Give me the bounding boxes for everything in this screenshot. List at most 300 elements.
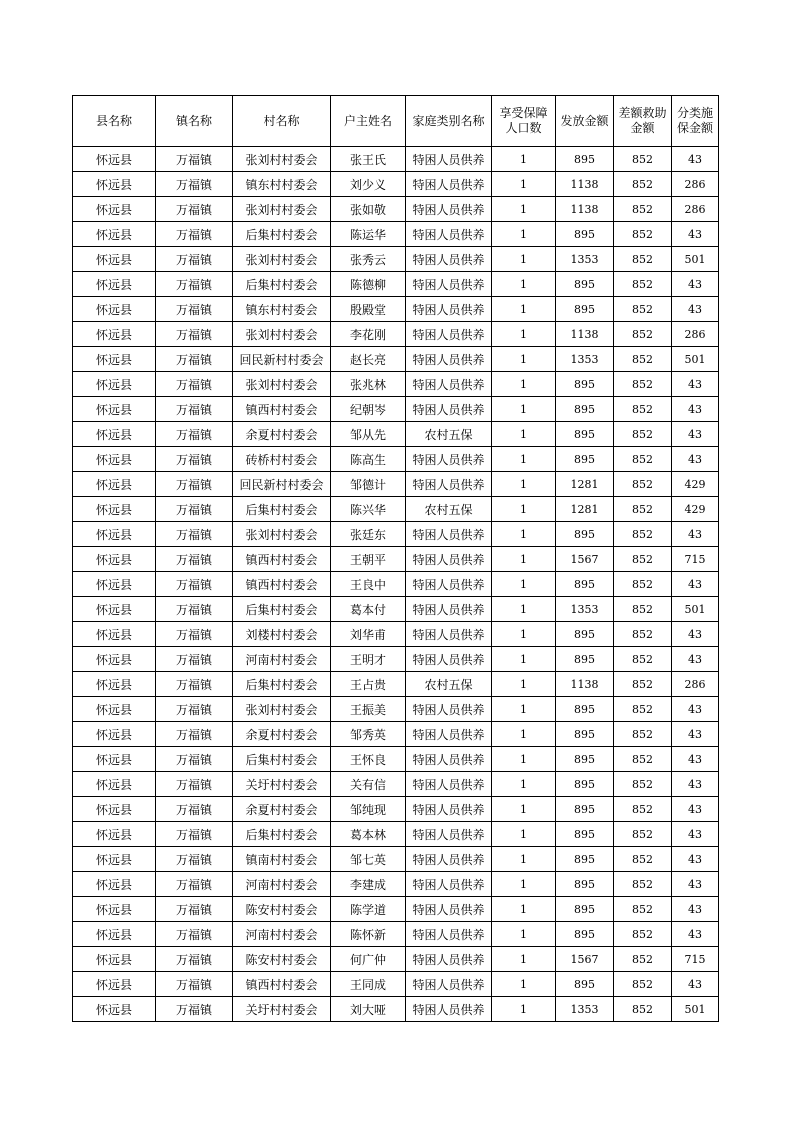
cell-householder: 王朝平 <box>331 547 406 572</box>
cell-county: 怀远县 <box>73 872 156 897</box>
cell-covered-persons: 1 <box>492 772 556 797</box>
cell-town: 万福镇 <box>156 397 233 422</box>
cell-county: 怀远县 <box>73 547 156 572</box>
cell-householder: 刘华甫 <box>331 622 406 647</box>
cell-category-amount: 43 <box>672 297 719 322</box>
cell-category-amount: 43 <box>672 972 719 997</box>
table-row <box>73 522 719 547</box>
header-householder: 户主姓名 <box>331 96 406 147</box>
cell-category-amount: 43 <box>672 872 719 897</box>
cell-category-amount: 43 <box>672 272 719 297</box>
cell-paid-amount: 895 <box>556 572 614 597</box>
cell-county: 怀远县 <box>73 397 156 422</box>
cell-family-category: 特困人员供养 <box>406 347 492 372</box>
cell-difference-amount: 852 <box>614 647 672 672</box>
cell-family-category: 特困人员供养 <box>406 572 492 597</box>
cell-county: 怀远县 <box>73 997 156 1022</box>
cell-family-category: 特困人员供养 <box>406 397 492 422</box>
cell-covered-persons: 1 <box>492 797 556 822</box>
cell-difference-amount: 852 <box>614 847 672 872</box>
cell-county: 怀远县 <box>73 372 156 397</box>
table-row <box>73 247 719 272</box>
cell-county: 怀远县 <box>73 222 156 247</box>
cell-difference-amount: 852 <box>614 397 672 422</box>
table-row <box>73 297 719 322</box>
cell-householder: 邹纯现 <box>331 797 406 822</box>
cell-family-category: 特困人员供养 <box>406 147 492 172</box>
cell-county: 怀远县 <box>73 522 156 547</box>
cell-village: 后集村村委会 <box>233 272 331 297</box>
cell-family-category: 特困人员供养 <box>406 297 492 322</box>
header-paid-amount: 发放金额 <box>556 96 614 147</box>
cell-householder: 陈德柳 <box>331 272 406 297</box>
cell-village: 后集村村委会 <box>233 747 331 772</box>
cell-householder: 王振美 <box>331 697 406 722</box>
cell-paid-amount: 895 <box>556 422 614 447</box>
cell-family-category: 特困人员供养 <box>406 822 492 847</box>
cell-covered-persons: 1 <box>492 597 556 622</box>
cell-category-amount: 286 <box>672 197 719 222</box>
table-row <box>73 572 719 597</box>
cell-covered-persons: 1 <box>492 447 556 472</box>
cell-village: 镇南村村委会 <box>233 847 331 872</box>
cell-family-category: 特困人员供养 <box>406 697 492 722</box>
cell-covered-persons: 1 <box>492 947 556 972</box>
cell-town: 万福镇 <box>156 547 233 572</box>
cell-householder: 葛本付 <box>331 597 406 622</box>
cell-paid-amount: 895 <box>556 847 614 872</box>
cell-householder: 刘少义 <box>331 172 406 197</box>
cell-householder: 李花刚 <box>331 322 406 347</box>
cell-householder: 张廷东 <box>331 522 406 547</box>
cell-family-category: 特困人员供养 <box>406 547 492 572</box>
cell-paid-amount: 895 <box>556 222 614 247</box>
cell-difference-amount: 852 <box>614 897 672 922</box>
cell-paid-amount: 895 <box>556 397 614 422</box>
cell-county: 怀远县 <box>73 972 156 997</box>
cell-family-category: 特困人员供养 <box>406 447 492 472</box>
cell-village: 余夏村村委会 <box>233 722 331 747</box>
cell-category-amount: 43 <box>672 722 719 747</box>
cell-covered-persons: 1 <box>492 972 556 997</box>
table-row <box>73 997 719 1022</box>
cell-town: 万福镇 <box>156 997 233 1022</box>
cell-family-category: 特困人员供养 <box>406 172 492 197</box>
cell-town: 万福镇 <box>156 922 233 947</box>
table-row <box>73 847 719 872</box>
cell-householder: 张秀云 <box>331 247 406 272</box>
cell-town: 万福镇 <box>156 697 233 722</box>
cell-family-category: 农村五保 <box>406 672 492 697</box>
header-county: 县名称 <box>73 96 156 147</box>
header-village: 村名称 <box>233 96 331 147</box>
cell-paid-amount: 895 <box>556 297 614 322</box>
cell-family-category: 特困人员供养 <box>406 272 492 297</box>
cell-householder: 张如敬 <box>331 197 406 222</box>
cell-paid-amount: 895 <box>556 272 614 297</box>
cell-householder: 何广仲 <box>331 947 406 972</box>
cell-category-amount: 43 <box>672 847 719 872</box>
cell-covered-persons: 1 <box>492 622 556 647</box>
cell-householder: 陈怀新 <box>331 922 406 947</box>
table-row <box>73 422 719 447</box>
cell-family-category: 特困人员供养 <box>406 322 492 347</box>
cell-county: 怀远县 <box>73 572 156 597</box>
cell-householder: 邹德计 <box>331 472 406 497</box>
cell-county: 怀远县 <box>73 622 156 647</box>
cell-town: 万福镇 <box>156 147 233 172</box>
cell-paid-amount: 1138 <box>556 322 614 347</box>
cell-covered-persons: 1 <box>492 472 556 497</box>
cell-difference-amount: 852 <box>614 572 672 597</box>
cell-family-category: 特困人员供养 <box>406 597 492 622</box>
table-row <box>73 797 719 822</box>
cell-householder: 陈兴华 <box>331 497 406 522</box>
cell-village: 镇西村村委会 <box>233 972 331 997</box>
header-difference-amount: 差额救助 金额 <box>614 96 672 147</box>
cell-town: 万福镇 <box>156 372 233 397</box>
cell-town: 万福镇 <box>156 972 233 997</box>
cell-category-amount: 715 <box>672 547 719 572</box>
cell-category-amount: 43 <box>672 422 719 447</box>
cell-difference-amount: 852 <box>614 372 672 397</box>
cell-category-amount: 286 <box>672 672 719 697</box>
cell-covered-persons: 1 <box>492 847 556 872</box>
cell-paid-amount: 895 <box>556 747 614 772</box>
cell-paid-amount: 895 <box>556 822 614 847</box>
cell-town: 万福镇 <box>156 947 233 972</box>
cell-village: 镇西村村委会 <box>233 397 331 422</box>
cell-category-amount: 501 <box>672 247 719 272</box>
cell-town: 万福镇 <box>156 672 233 697</box>
cell-paid-amount: 1281 <box>556 497 614 522</box>
cell-covered-persons: 1 <box>492 322 556 347</box>
cell-family-category: 特困人员供养 <box>406 747 492 772</box>
cell-category-amount: 286 <box>672 322 719 347</box>
cell-householder: 王占贵 <box>331 672 406 697</box>
cell-county: 怀远县 <box>73 347 156 372</box>
cell-paid-amount: 1567 <box>556 947 614 972</box>
header-family-category: 家庭类别名称 <box>406 96 492 147</box>
cell-family-category: 特困人员供养 <box>406 947 492 972</box>
cell-village: 张刘村村委会 <box>233 147 331 172</box>
cell-paid-amount: 895 <box>556 897 614 922</box>
cell-difference-amount: 852 <box>614 497 672 522</box>
cell-county: 怀远县 <box>73 472 156 497</box>
cell-covered-persons: 1 <box>492 297 556 322</box>
cell-difference-amount: 852 <box>614 172 672 197</box>
cell-difference-amount: 852 <box>614 997 672 1022</box>
cell-difference-amount: 852 <box>614 697 672 722</box>
cell-family-category: 特困人员供养 <box>406 472 492 497</box>
table-row <box>73 447 719 472</box>
cell-town: 万福镇 <box>156 447 233 472</box>
cell-village: 镇东村村委会 <box>233 172 331 197</box>
table-row <box>73 397 719 422</box>
table-row <box>73 772 719 797</box>
cell-county: 怀远县 <box>73 322 156 347</box>
cell-covered-persons: 1 <box>492 922 556 947</box>
cell-county: 怀远县 <box>73 947 156 972</box>
cell-householder: 陈高生 <box>331 447 406 472</box>
cell-county: 怀远县 <box>73 847 156 872</box>
cell-householder: 邹从先 <box>331 422 406 447</box>
cell-category-amount: 286 <box>672 172 719 197</box>
cell-householder: 张兆林 <box>331 372 406 397</box>
header-category-amount: 分类施 保金额 <box>672 96 719 147</box>
table-row <box>73 597 719 622</box>
cell-category-amount: 43 <box>672 797 719 822</box>
cell-family-category: 特困人员供养 <box>406 372 492 397</box>
cell-difference-amount: 852 <box>614 722 672 747</box>
cell-covered-persons: 1 <box>492 172 556 197</box>
cell-paid-amount: 895 <box>556 972 614 997</box>
cell-paid-amount: 895 <box>556 922 614 947</box>
cell-householder: 王同成 <box>331 972 406 997</box>
cell-village: 砖桥村村委会 <box>233 447 331 472</box>
cell-town: 万福镇 <box>156 797 233 822</box>
cell-difference-amount: 852 <box>614 472 672 497</box>
cell-county: 怀远县 <box>73 247 156 272</box>
cell-village: 镇西村村委会 <box>233 547 331 572</box>
cell-town: 万福镇 <box>156 772 233 797</box>
cell-family-category: 特困人员供养 <box>406 722 492 747</box>
cell-village: 张刘村村委会 <box>233 372 331 397</box>
cell-covered-persons: 1 <box>492 272 556 297</box>
cell-paid-amount: 895 <box>556 722 614 747</box>
table-row <box>73 897 719 922</box>
header-row <box>73 96 719 147</box>
cell-county: 怀远县 <box>73 597 156 622</box>
cell-covered-persons: 1 <box>492 497 556 522</box>
table-row <box>73 747 719 772</box>
cell-village: 后集村村委会 <box>233 497 331 522</box>
cell-family-category: 特困人员供养 <box>406 922 492 947</box>
cell-village: 回民新村村委会 <box>233 472 331 497</box>
cell-county: 怀远县 <box>73 172 156 197</box>
cell-category-amount: 43 <box>672 522 719 547</box>
cell-county: 怀远县 <box>73 422 156 447</box>
cell-covered-persons: 1 <box>492 347 556 372</box>
cell-town: 万福镇 <box>156 497 233 522</box>
cell-covered-persons: 1 <box>492 522 556 547</box>
cell-category-amount: 43 <box>672 897 719 922</box>
cell-paid-amount: 895 <box>556 697 614 722</box>
cell-county: 怀远县 <box>73 772 156 797</box>
cell-paid-amount: 1138 <box>556 672 614 697</box>
cell-village: 回民新村村委会 <box>233 347 331 372</box>
cell-category-amount: 429 <box>672 472 719 497</box>
cell-householder: 纪朝岑 <box>331 397 406 422</box>
cell-householder: 陈运华 <box>331 222 406 247</box>
cell-village: 陈安村村委会 <box>233 897 331 922</box>
cell-family-category: 农村五保 <box>406 497 492 522</box>
cell-difference-amount: 852 <box>614 197 672 222</box>
cell-householder: 王良中 <box>331 572 406 597</box>
cell-difference-amount: 852 <box>614 522 672 547</box>
table-row <box>73 972 719 997</box>
cell-paid-amount: 895 <box>556 772 614 797</box>
cell-paid-amount: 1138 <box>556 172 614 197</box>
cell-difference-amount: 852 <box>614 247 672 272</box>
cell-paid-amount: 895 <box>556 147 614 172</box>
cell-difference-amount: 852 <box>614 747 672 772</box>
cell-category-amount: 43 <box>672 622 719 647</box>
table-row <box>73 197 719 222</box>
cell-village: 关圩村村委会 <box>233 772 331 797</box>
cell-paid-amount: 1353 <box>556 597 614 622</box>
cell-county: 怀远县 <box>73 447 156 472</box>
cell-county: 怀远县 <box>73 797 156 822</box>
table-row <box>73 647 719 672</box>
cell-covered-persons: 1 <box>492 247 556 272</box>
cell-county: 怀远县 <box>73 697 156 722</box>
cell-householder: 邹七英 <box>331 847 406 872</box>
table-row <box>73 372 719 397</box>
cell-family-category: 特困人员供养 <box>406 847 492 872</box>
cell-town: 万福镇 <box>156 322 233 347</box>
cell-covered-persons: 1 <box>492 197 556 222</box>
cell-difference-amount: 852 <box>614 947 672 972</box>
cell-paid-amount: 1567 <box>556 547 614 572</box>
cell-town: 万福镇 <box>156 872 233 897</box>
cell-category-amount: 429 <box>672 497 719 522</box>
cell-village: 余夏村村委会 <box>233 797 331 822</box>
cell-village: 关圩村村委会 <box>233 997 331 1022</box>
cell-covered-persons: 1 <box>492 822 556 847</box>
cell-difference-amount: 852 <box>614 447 672 472</box>
cell-covered-persons: 1 <box>492 422 556 447</box>
cell-paid-amount: 1353 <box>556 347 614 372</box>
cell-householder: 葛本林 <box>331 822 406 847</box>
table-row <box>73 672 719 697</box>
table-row <box>73 547 719 572</box>
table-row <box>73 322 719 347</box>
cell-covered-persons: 1 <box>492 997 556 1022</box>
cell-category-amount: 43 <box>672 397 719 422</box>
cell-family-category: 特困人员供养 <box>406 247 492 272</box>
cell-family-category: 农村五保 <box>406 422 492 447</box>
cell-town: 万福镇 <box>156 472 233 497</box>
cell-village: 张刘村村委会 <box>233 197 331 222</box>
cell-covered-persons: 1 <box>492 547 556 572</box>
cell-householder: 王明才 <box>331 647 406 672</box>
cell-difference-amount: 852 <box>614 597 672 622</box>
cell-difference-amount: 852 <box>614 772 672 797</box>
table-body <box>73 147 719 1022</box>
cell-town: 万福镇 <box>156 847 233 872</box>
cell-village: 后集村村委会 <box>233 672 331 697</box>
cell-family-category: 特困人员供养 <box>406 972 492 997</box>
cell-village: 张刘村村委会 <box>233 522 331 547</box>
cell-category-amount: 43 <box>672 647 719 672</box>
cell-village: 余夏村村委会 <box>233 422 331 447</box>
cell-category-amount: 43 <box>672 147 719 172</box>
cell-covered-persons: 1 <box>492 697 556 722</box>
table-row <box>73 822 719 847</box>
cell-family-category: 特困人员供养 <box>406 622 492 647</box>
table-row <box>73 497 719 522</box>
cell-householder: 李建成 <box>331 872 406 897</box>
cell-paid-amount: 895 <box>556 372 614 397</box>
cell-paid-amount: 895 <box>556 647 614 672</box>
cell-family-category: 特困人员供养 <box>406 872 492 897</box>
cell-town: 万福镇 <box>156 347 233 372</box>
cell-town: 万福镇 <box>156 247 233 272</box>
cell-category-amount: 43 <box>672 747 719 772</box>
header-covered-persons: 享受保障 人口数 <box>492 96 556 147</box>
cell-county: 怀远县 <box>73 747 156 772</box>
table-row <box>73 697 719 722</box>
cell-category-amount: 43 <box>672 772 719 797</box>
cell-covered-persons: 1 <box>492 647 556 672</box>
cell-covered-persons: 1 <box>492 872 556 897</box>
cell-family-category: 特困人员供养 <box>406 797 492 822</box>
assistance-table <box>72 95 719 1022</box>
cell-town: 万福镇 <box>156 622 233 647</box>
table-row <box>73 947 719 972</box>
cell-category-amount: 43 <box>672 447 719 472</box>
table-row <box>73 172 719 197</box>
cell-paid-amount: 895 <box>556 447 614 472</box>
cell-householder: 赵长亮 <box>331 347 406 372</box>
cell-category-amount: 43 <box>672 697 719 722</box>
cell-paid-amount: 895 <box>556 797 614 822</box>
cell-difference-amount: 852 <box>614 672 672 697</box>
cell-village: 陈安村村委会 <box>233 947 331 972</box>
header-town: 镇名称 <box>156 96 233 147</box>
cell-paid-amount: 1138 <box>556 197 614 222</box>
cell-covered-persons: 1 <box>492 672 556 697</box>
cell-householder: 刘大哑 <box>331 997 406 1022</box>
cell-town: 万福镇 <box>156 897 233 922</box>
cell-householder: 关有信 <box>331 772 406 797</box>
table-row <box>73 922 719 947</box>
cell-town: 万福镇 <box>156 522 233 547</box>
cell-town: 万福镇 <box>156 197 233 222</box>
cell-village: 镇西村村委会 <box>233 572 331 597</box>
cell-village: 镇东村村委会 <box>233 297 331 322</box>
cell-town: 万福镇 <box>156 172 233 197</box>
cell-family-category: 特困人员供养 <box>406 522 492 547</box>
cell-category-amount: 715 <box>672 947 719 972</box>
cell-town: 万福镇 <box>156 222 233 247</box>
cell-category-amount: 43 <box>672 822 719 847</box>
cell-householder: 张王氏 <box>331 147 406 172</box>
cell-householder: 陈学道 <box>331 897 406 922</box>
cell-family-category: 特困人员供养 <box>406 897 492 922</box>
cell-difference-amount: 852 <box>614 622 672 647</box>
cell-covered-persons: 1 <box>492 572 556 597</box>
cell-county: 怀远县 <box>73 647 156 672</box>
cell-category-amount: 501 <box>672 997 719 1022</box>
cell-town: 万福镇 <box>156 747 233 772</box>
cell-county: 怀远县 <box>73 197 156 222</box>
cell-family-category: 特困人员供养 <box>406 772 492 797</box>
cell-difference-amount: 852 <box>614 297 672 322</box>
cell-paid-amount: 895 <box>556 622 614 647</box>
cell-difference-amount: 852 <box>614 147 672 172</box>
cell-difference-amount: 852 <box>614 872 672 897</box>
cell-covered-persons: 1 <box>492 222 556 247</box>
cell-village: 河南村村委会 <box>233 872 331 897</box>
cell-householder: 王怀良 <box>331 747 406 772</box>
cell-covered-persons: 1 <box>492 372 556 397</box>
cell-town: 万福镇 <box>156 272 233 297</box>
cell-county: 怀远县 <box>73 672 156 697</box>
cell-town: 万福镇 <box>156 297 233 322</box>
table-row <box>73 222 719 247</box>
